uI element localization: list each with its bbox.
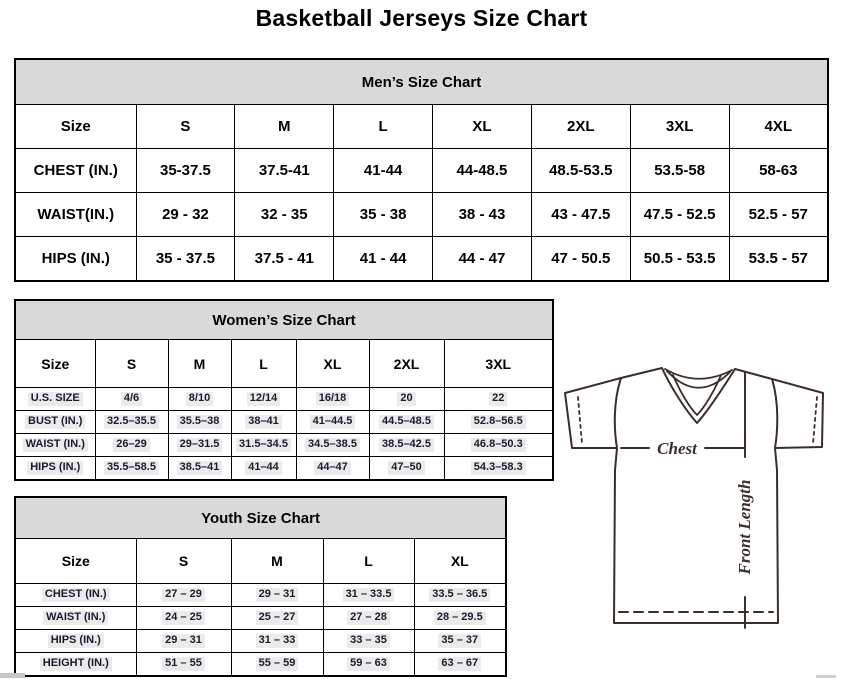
size-value: 31.5–34.5 <box>236 438 291 452</box>
size-value-cell <box>414 607 506 630</box>
womens-header-row <box>15 340 553 388</box>
mens-chart-title: Men’s Size Chart <box>15 59 828 105</box>
size-value: 54.3–58.3 <box>471 461 526 475</box>
col-header-cell: XL <box>296 340 369 388</box>
size-value-cell <box>95 388 168 411</box>
col-header-cell: L <box>323 539 414 584</box>
size-value-cell <box>168 388 231 411</box>
size-value: 46.8–50.3 <box>471 438 526 452</box>
table-row <box>15 434 553 457</box>
size-value-cell <box>168 411 231 434</box>
size-value: 35.5–58.5 <box>104 461 159 475</box>
size-value: 41–44 <box>245 461 282 475</box>
col-header-cell: M <box>168 340 231 388</box>
table-row <box>15 630 506 653</box>
col-header-cell: 3XL <box>630 105 729 149</box>
left-armhole-seam <box>615 378 621 448</box>
size-value: 33 – 35 <box>347 634 390 648</box>
size-value-cell <box>369 411 444 434</box>
horizontal-scrollbar-thumb-right[interactable] <box>816 675 836 678</box>
size-value: 51 – 55 <box>162 657 205 671</box>
size-value-cell <box>231 388 296 411</box>
size-value: 59 – 63 <box>347 657 390 671</box>
size-value-cell: 29 - 32 <box>136 193 235 237</box>
size-value: 28 – 29.5 <box>434 611 486 625</box>
size-value-cell: 35-37.5 <box>136 149 235 193</box>
row-label-cell <box>15 457 95 481</box>
col-header-cell: L <box>334 105 433 149</box>
row-label: HIPS (IN.) <box>48 634 104 648</box>
size-value: 12/14 <box>247 392 281 406</box>
size-value-cell <box>369 388 444 411</box>
size-value-cell <box>444 388 553 411</box>
row-label-cell: HIPS (IN.) <box>15 237 136 282</box>
size-value-cell <box>323 653 414 677</box>
size-value: 8/10 <box>186 392 213 406</box>
size-value-cell <box>95 457 168 481</box>
size-value: 47–50 <box>388 461 425 475</box>
size-value-cell: 50.5 - 53.5 <box>630 237 729 282</box>
size-value-cell: 44 - 47 <box>433 237 532 282</box>
right-armhole-seam <box>772 379 777 448</box>
size-value: 26–29 <box>113 438 150 452</box>
size-value-cell: 47 - 50.5 <box>531 237 630 282</box>
col-header-cell: 3XL <box>444 340 553 388</box>
size-value-cell <box>369 457 444 481</box>
size-value-cell <box>168 434 231 457</box>
table-row <box>15 653 506 677</box>
size-value-cell <box>414 653 506 677</box>
table-row <box>15 193 828 237</box>
table-row <box>15 411 553 434</box>
row-label-cell <box>15 434 95 457</box>
col-header-cell: Size <box>15 105 136 149</box>
size-value: 38–41 <box>245 415 282 429</box>
size-value: 31 – 33 <box>256 634 299 648</box>
size-value-cell: 41 - 44 <box>334 237 433 282</box>
size-value-cell: 35 - 38 <box>334 193 433 237</box>
size-value-cell <box>444 457 553 481</box>
col-header-cell: M <box>235 105 334 149</box>
size-value-cell: 35 - 37.5 <box>136 237 235 282</box>
size-value-cell: 47.5 - 52.5 <box>630 193 729 237</box>
table-row <box>15 237 828 282</box>
size-value-cell <box>136 653 231 677</box>
size-value: 55 – 59 <box>256 657 299 671</box>
size-value-cell <box>323 584 414 607</box>
row-label-cell <box>15 388 95 411</box>
size-value-cell <box>296 434 369 457</box>
size-value: 44.5–48.5 <box>379 415 434 429</box>
size-value: 35 – 37 <box>438 634 481 648</box>
col-header-cell: Size <box>15 539 136 584</box>
size-value-cell <box>231 584 323 607</box>
size-value: 24 – 25 <box>162 611 205 625</box>
horizontal-scrollbar-thumb-left[interactable] <box>0 673 25 678</box>
size-value-cell <box>296 457 369 481</box>
col-header-cell: L <box>231 340 296 388</box>
size-value: 27 – 29 <box>162 588 205 602</box>
size-value-cell: 44-48.5 <box>433 149 532 193</box>
size-value-cell <box>414 630 506 653</box>
col-header-cell: 2XL <box>531 105 630 149</box>
size-value-cell <box>231 630 323 653</box>
size-value-cell: 52.5 - 57 <box>729 193 828 237</box>
row-label: CHEST (IN.) <box>42 588 110 602</box>
size-value: 41–44.5 <box>310 415 356 429</box>
size-value-cell <box>136 584 231 607</box>
row-label: HIPS (IN.) <box>27 461 83 475</box>
mens-header-row <box>15 105 828 149</box>
youth-header-row <box>15 539 506 584</box>
row-label-cell: WAIST(IN.) <box>15 193 136 237</box>
table-row <box>15 584 506 607</box>
col-header-cell: XL <box>433 105 532 149</box>
size-value: 20 <box>397 392 415 406</box>
right-cuff-dashed-line <box>813 397 817 444</box>
size-value-cell: 53.5 - 57 <box>729 237 828 282</box>
size-value-cell <box>296 411 369 434</box>
size-value-cell <box>323 607 414 630</box>
row-label: WAIST (IN.) <box>43 611 108 625</box>
col-header-cell: M <box>231 539 323 584</box>
size-value-cell <box>231 607 323 630</box>
row-label: BUST (IN.) <box>25 415 85 429</box>
row-label-cell: CHEST (IN.) <box>15 149 136 193</box>
col-header-cell: XL <box>414 539 506 584</box>
size-value: 44–47 <box>314 461 351 475</box>
collar-arc-outer <box>665 369 732 379</box>
size-value-cell: 37.5 - 41 <box>235 237 334 282</box>
size-value-cell: 37.5-41 <box>235 149 334 193</box>
youth-chart-title: Youth Size Chart <box>15 497 506 539</box>
row-label-cell <box>15 411 95 434</box>
table-row <box>15 607 506 630</box>
size-value: 29 – 31 <box>256 588 299 602</box>
row-label: HEIGHT (IN.) <box>40 657 112 671</box>
size-value-cell: 43 - 47.5 <box>531 193 630 237</box>
size-value: 34.5–38.5 <box>305 438 360 452</box>
row-label-cell <box>15 653 136 677</box>
size-value-cell <box>231 434 296 457</box>
womens-size-chart-table <box>14 299 554 481</box>
size-value-cell: 38 - 43 <box>433 193 532 237</box>
size-value-cell <box>136 607 231 630</box>
size-value-cell: 32 - 35 <box>235 193 334 237</box>
left-cuff-dashed-line <box>578 397 582 444</box>
table-row <box>15 457 553 481</box>
col-header-cell: 2XL <box>369 340 444 388</box>
size-value-cell: 58-63 <box>729 149 828 193</box>
mens-size-chart-table <box>14 58 829 282</box>
size-value: 63 – 67 <box>438 657 481 671</box>
jersey-measurement-diagram <box>555 360 843 679</box>
size-value: 16/18 <box>316 392 350 406</box>
row-label: U.S. SIZE <box>28 392 83 406</box>
size-value-cell <box>369 434 444 457</box>
size-value: 4/6 <box>121 392 142 406</box>
size-value: 33.5 – 36.5 <box>429 588 490 602</box>
table-row <box>15 149 828 193</box>
size-value-cell <box>323 630 414 653</box>
col-header-cell: S <box>136 539 231 584</box>
size-value-cell: 48.5-53.5 <box>531 149 630 193</box>
size-value-cell <box>296 388 369 411</box>
size-value-cell <box>95 434 168 457</box>
page-title: Basketball Jerseys Size Chart <box>255 5 588 31</box>
col-header-cell: S <box>95 340 168 388</box>
size-value: 22 <box>489 392 507 406</box>
size-value-cell <box>95 411 168 434</box>
size-value-cell <box>231 411 296 434</box>
table-row <box>15 388 553 411</box>
col-header-cell: Size <box>15 340 95 388</box>
size-value: 38.5–41 <box>177 461 223 475</box>
youth-size-chart-table <box>14 496 507 677</box>
size-value-cell <box>136 630 231 653</box>
row-label: WAIST (IN.) <box>23 438 88 452</box>
row-label-cell <box>15 584 136 607</box>
row-label-cell <box>15 630 136 653</box>
chest-label: Chest <box>657 439 697 458</box>
size-value: 29 – 31 <box>162 634 205 648</box>
size-value: 31 – 33.5 <box>343 588 395 602</box>
size-value-cell: 53.5-58 <box>630 149 729 193</box>
size-value: 52.8–56.5 <box>471 415 526 429</box>
size-value: 25 – 27 <box>256 611 299 625</box>
size-value: 27 – 28 <box>347 611 390 625</box>
size-value: 38.5–42.5 <box>379 438 434 452</box>
size-value-cell <box>444 411 553 434</box>
size-value-cell <box>168 457 231 481</box>
row-label-cell <box>15 607 136 630</box>
size-value-cell <box>444 434 553 457</box>
size-value-cell <box>231 653 323 677</box>
col-header-cell: S <box>136 105 235 149</box>
size-value-cell: 41-44 <box>334 149 433 193</box>
womens-chart-title: Women’s Size Chart <box>15 300 553 340</box>
collar-v-inner <box>673 375 721 415</box>
size-value-cell <box>414 584 506 607</box>
col-header-cell: 4XL <box>729 105 828 149</box>
size-value-cell <box>231 457 296 481</box>
size-value: 35.5–38 <box>177 415 223 429</box>
size-value: 29–31.5 <box>177 438 223 452</box>
jersey-outline <box>565 368 823 623</box>
size-value: 32.5–35.5 <box>104 415 159 429</box>
front-length-label: Front Length <box>735 479 754 575</box>
